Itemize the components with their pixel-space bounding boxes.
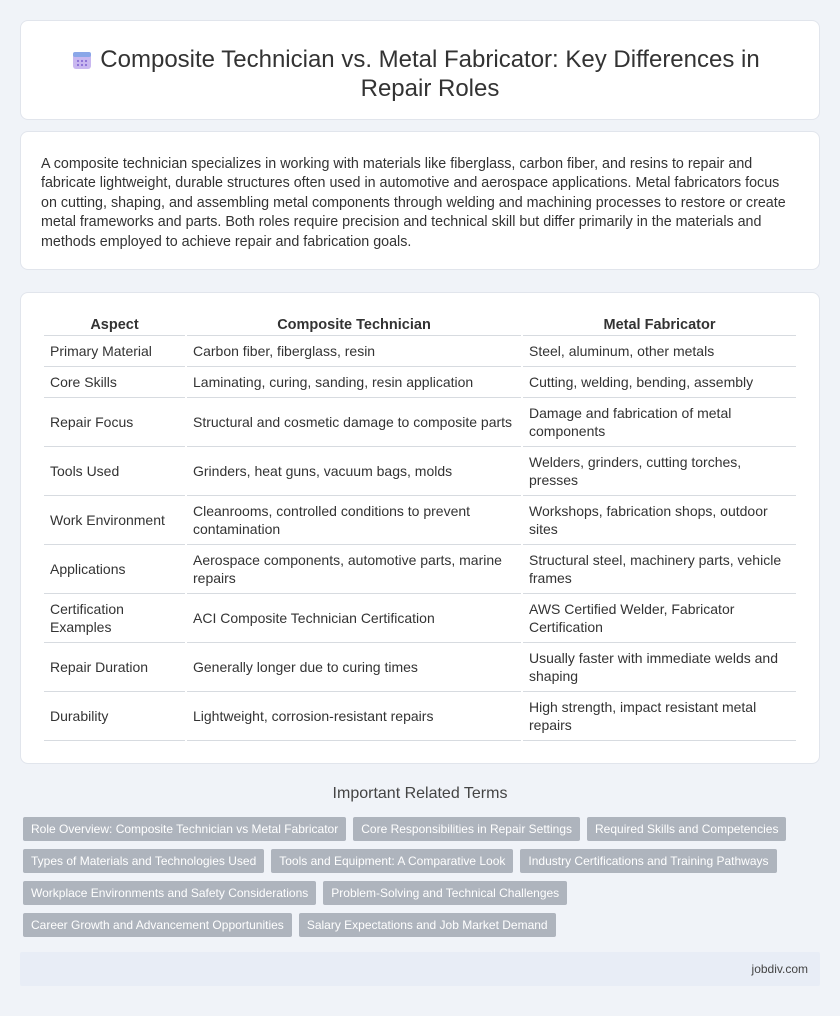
table-cell: Applications bbox=[44, 545, 185, 594]
related-term-tag[interactable]: Required Skills and Competencies bbox=[587, 817, 786, 841]
table-cell: Grinders, heat guns, vacuum bags, molds bbox=[187, 447, 521, 496]
related-term-tag[interactable]: Tools and Equipment: A Comparative Look bbox=[271, 849, 513, 873]
table-row bbox=[44, 496, 796, 545]
table-cell: Workshops, fabrication shops, outdoor sites bbox=[523, 496, 796, 545]
table-cell: Certification Examples bbox=[44, 594, 185, 643]
table-cell: Laminating, curing, sanding, resin application bbox=[187, 367, 521, 398]
table-row bbox=[44, 692, 796, 741]
table-row bbox=[44, 398, 796, 447]
related-term-tag[interactable]: Salary Expectations and Job Market Demand bbox=[299, 913, 556, 937]
footer-site-link[interactable]: jobdiv.com bbox=[751, 962, 808, 976]
table-cell: AWS Certified Welder, Fabricator Certification bbox=[523, 594, 796, 643]
table-cell: Carbon fiber, fiberglass, resin bbox=[187, 336, 521, 367]
header-metal-fabricator: Metal Fabricator bbox=[523, 315, 796, 336]
table-cell: Tools Used bbox=[44, 447, 185, 496]
comparison-card bbox=[20, 292, 820, 764]
table-row bbox=[44, 447, 796, 496]
table-cell: Structural and cosmetic damage to composite parts bbox=[187, 398, 521, 447]
table-cell: Work Environment bbox=[44, 496, 185, 545]
table-row bbox=[44, 545, 796, 594]
related-terms-list bbox=[23, 817, 803, 945]
table-cell: Lightweight, corrosion-resistant repairs bbox=[187, 692, 521, 741]
table-cell: Generally longer due to curing times bbox=[187, 643, 521, 692]
intro-card bbox=[20, 131, 820, 270]
table-cell: Repair Focus bbox=[44, 398, 185, 447]
header-aspect: Aspect bbox=[44, 315, 185, 336]
related-term-tag[interactable]: Problem-Solving and Technical Challenges bbox=[323, 881, 567, 905]
related-term-tag[interactable]: Role Overview: Composite Technician vs Metal Fabricator bbox=[23, 817, 346, 841]
intro-paragraph: A composite technician specializes in working with materials like fiberglass, carbon fiber, and resins to repair and fabricate lightweight, durable structures often used in automotive and aerospace applications. Metal fabricators focus on cutting, shaping, and assembling metal components through welding and machining processes to restore or create metal frameworks and parts. Both roles require precision and technical skill but differ primarily in the materials and methods employed to achieve repair and fabrication goals. bbox=[41, 156, 786, 250]
table-header-row bbox=[44, 315, 796, 336]
table-cell: Repair Duration bbox=[44, 643, 185, 692]
table-row bbox=[44, 594, 796, 643]
table-cell: Welders, grinders, cutting torches, presses bbox=[523, 447, 796, 496]
table-cell: Primary Material bbox=[44, 336, 185, 367]
table-cell: Aerospace components, automotive parts, marine repairs bbox=[187, 545, 521, 594]
table-cell: Damage and fabrication of metal components bbox=[523, 398, 796, 447]
related-term-tag[interactable]: Types of Materials and Technologies Used bbox=[23, 849, 264, 873]
table-cell: Usually faster with immediate welds and shaping bbox=[523, 643, 796, 692]
table-row bbox=[44, 367, 796, 398]
related-term-tag[interactable]: Industry Certifications and Training Pathways bbox=[520, 849, 776, 873]
table-cell: Steel, aluminum, other metals bbox=[523, 336, 796, 367]
table-cell: Durability bbox=[44, 692, 185, 741]
comparison-table bbox=[42, 315, 798, 741]
table-row bbox=[44, 643, 796, 692]
header-composite-technician: Composite Technician bbox=[187, 315, 521, 336]
footer bbox=[20, 952, 820, 986]
table-row bbox=[44, 336, 796, 367]
related-terms-heading: Important Related Terms bbox=[332, 785, 508, 802]
related-term-tag[interactable]: Core Responsibilities in Repair Settings bbox=[353, 817, 580, 841]
related-term-tag[interactable]: Career Growth and Advancement Opportunities bbox=[23, 913, 292, 937]
table-cell: Cutting, welding, bending, assembly bbox=[523, 367, 796, 398]
title-card bbox=[20, 20, 820, 120]
table-cell: Structural steel, machinery parts, vehicle frames bbox=[523, 545, 796, 594]
table-cell: High strength, impact resistant metal repairs bbox=[523, 692, 796, 741]
related-term-tag[interactable]: Workplace Environments and Safety Considerations bbox=[23, 881, 316, 905]
table-cell: Core Skills bbox=[44, 367, 185, 398]
table-cell: ACI Composite Technician Certification bbox=[187, 594, 521, 643]
page-title: Composite Technician vs. Metal Fabricator: Key Differences in Repair Roles bbox=[100, 46, 760, 102]
table-cell: Cleanrooms, controlled conditions to prevent contamination bbox=[187, 496, 521, 545]
